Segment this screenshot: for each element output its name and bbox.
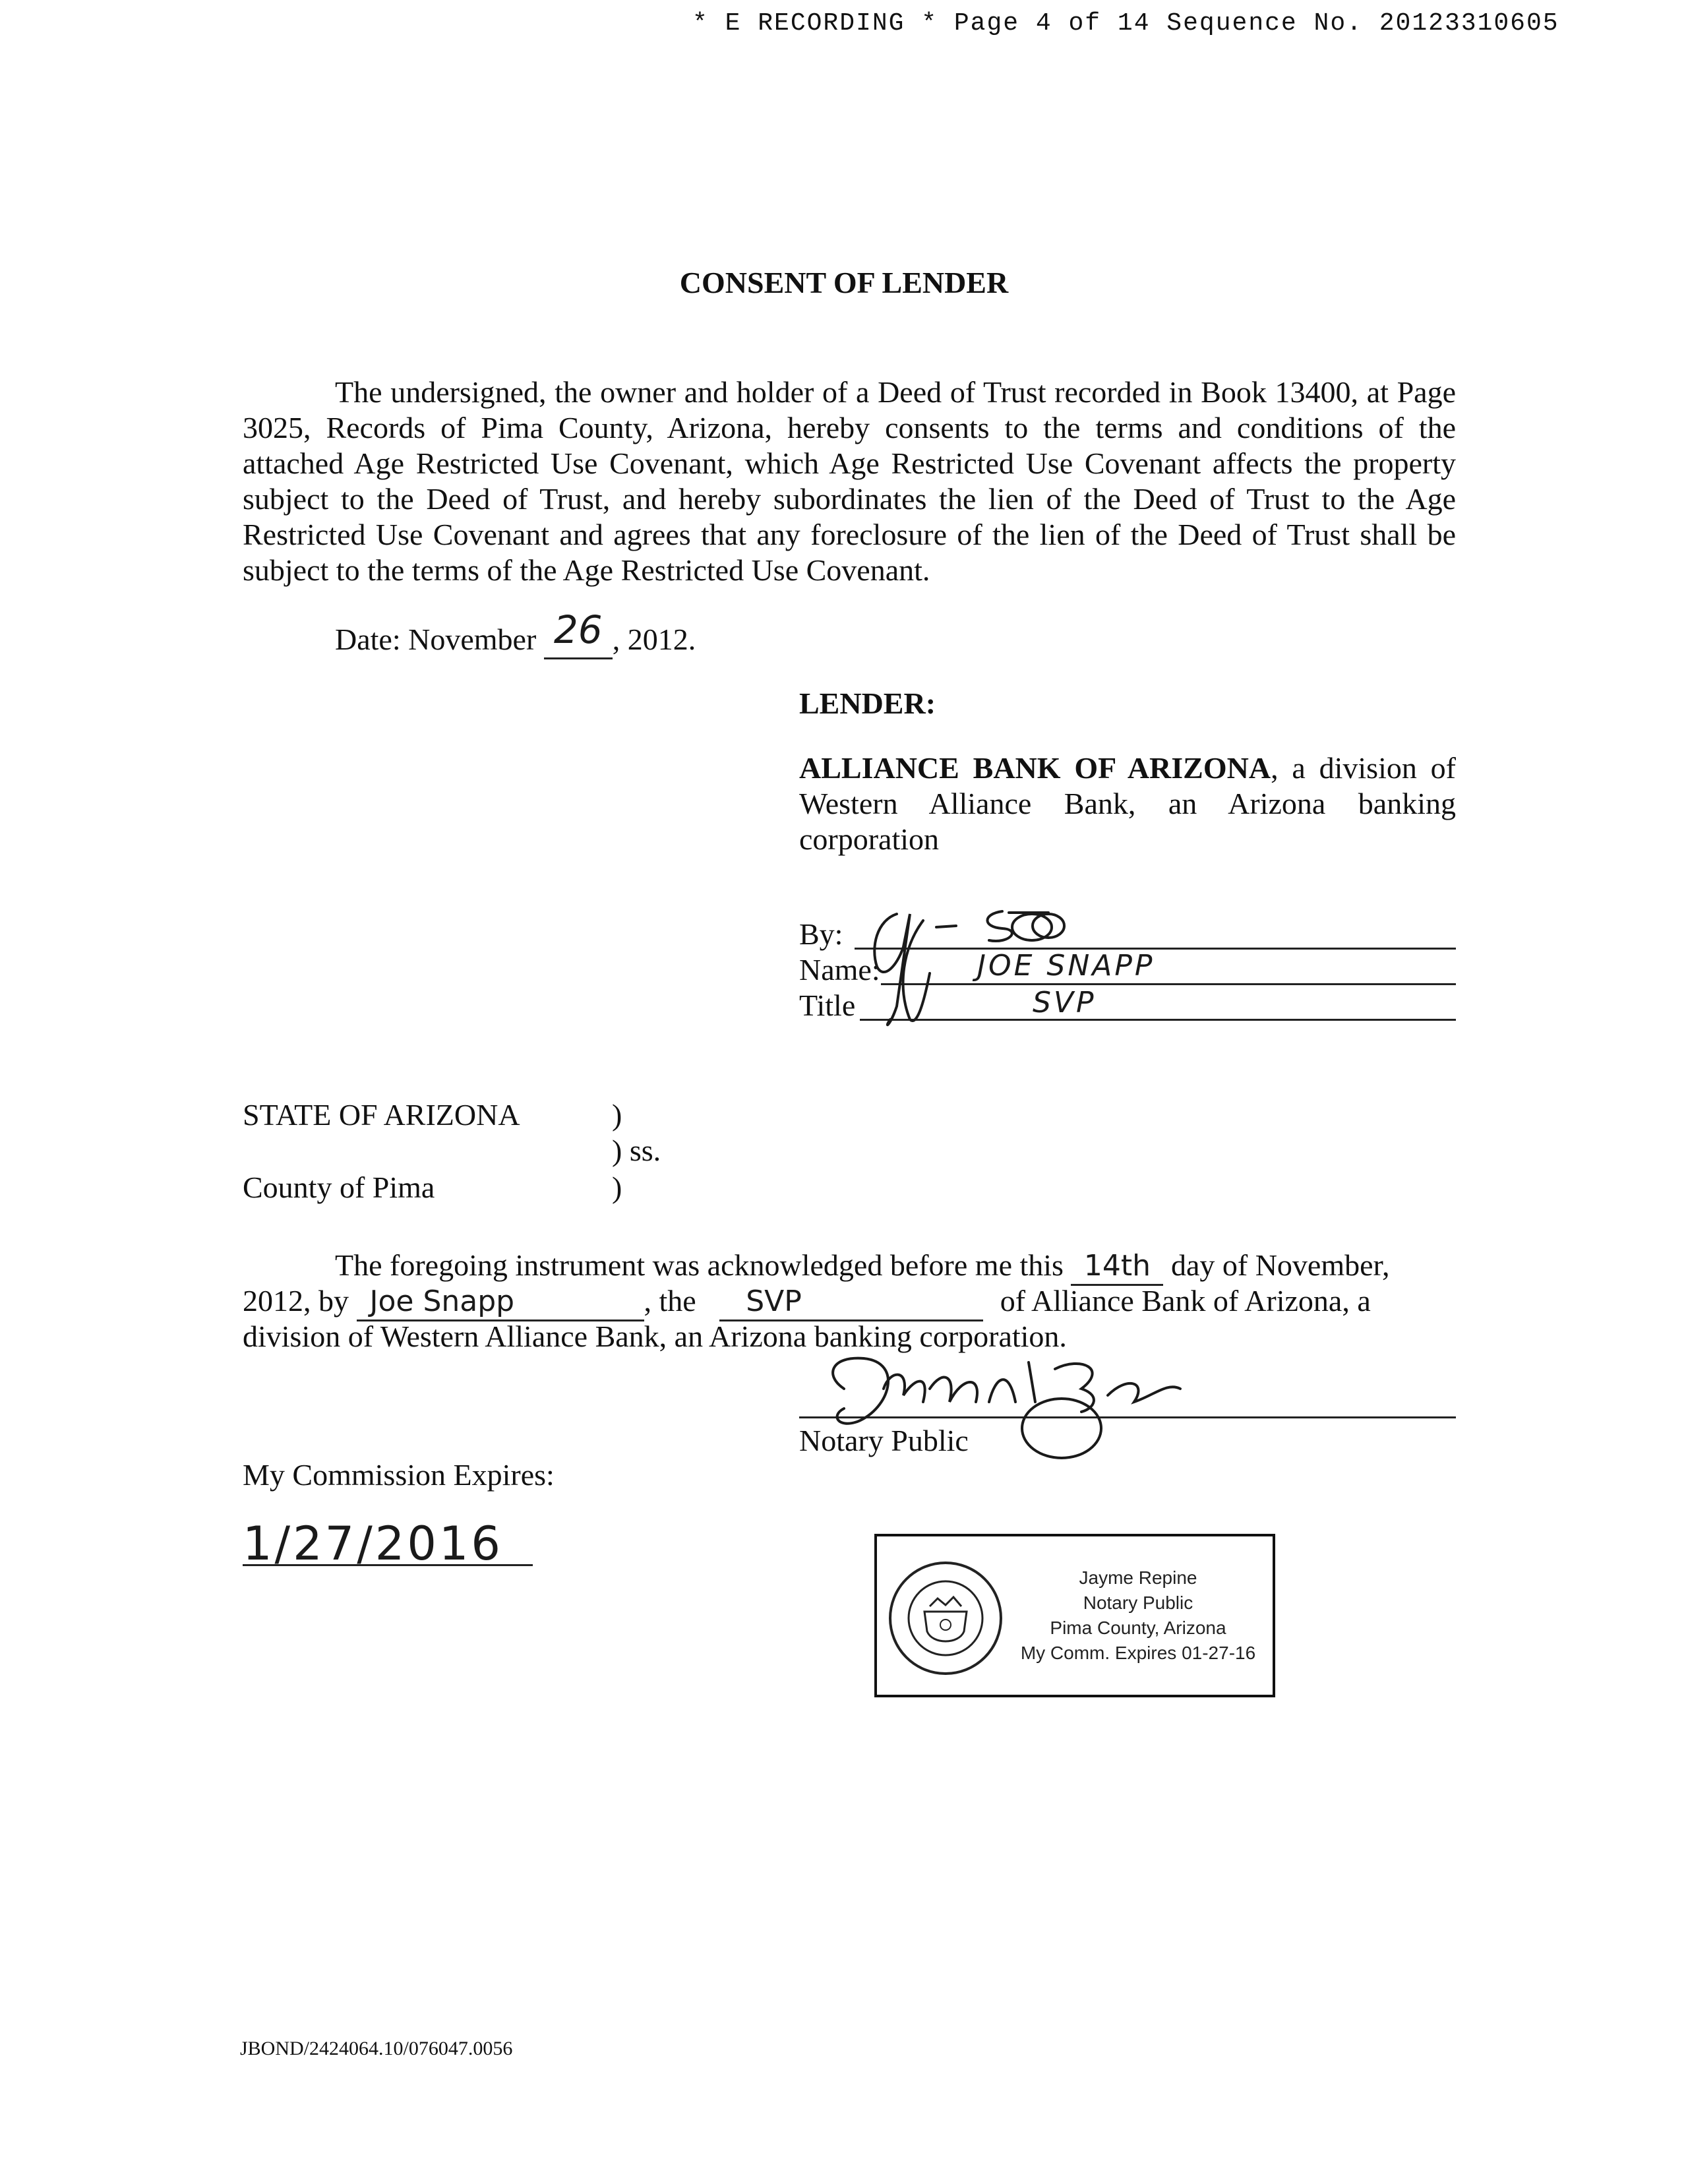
venue-county: County of Pima [243, 1170, 435, 1204]
document-title: CONSENT OF LENDER [679, 266, 1009, 299]
ack-line-1 [243, 1248, 1456, 1283]
title-label: Title [799, 988, 856, 1022]
date-row [335, 607, 696, 659]
ack-by-handwritten: Joe Snapp [369, 1285, 515, 1318]
lender-bank-block [799, 750, 1456, 857]
notary-label: Notary Public [799, 1424, 969, 1457]
ack-the-word: , the [644, 1284, 696, 1318]
venue-paren-3: ) [612, 1170, 622, 1204]
ack-line2-suffix: of Alliance Bank of Arizona, a [1000, 1284, 1371, 1318]
arizona-seal-icon [886, 1559, 1005, 1678]
ack-line-3: division of Western Alliance Bank, an Arizona banking corporation. [243, 1320, 1067, 1353]
commission-handwritten: 1/27/2016 [243, 1517, 503, 1571]
stamp-name: Jayme Repine [1079, 1567, 1197, 1588]
stamp-text [1006, 1565, 1270, 1666]
ack-by-blank [357, 1283, 644, 1321]
bank-description: , a division of Western Alliance Bank, an Arizona banking corporation [799, 751, 1456, 856]
ack-title-handwritten: SVP [746, 1285, 802, 1318]
lender-label: LENDER: [799, 686, 936, 720]
recording-header: * E RECORDING * Page 4 of 14 Sequence No. 20123310605 [692, 9, 1559, 38]
ack-title-blank [719, 1283, 983, 1321]
title-handwritten: SVP [1033, 986, 1097, 1019]
stamp-title: Notary Public [1083, 1592, 1193, 1613]
date-suffix: , 2012. [612, 622, 696, 656]
stamp-county: Pima County, Arizona [1050, 1618, 1226, 1638]
date-day-handwritten: 26 [553, 607, 603, 652]
stamp-expires: My Comm. Expires 01-27-16 [1020, 1643, 1256, 1663]
consent-paragraph: The undersigned, the owner and holder of a Deed of Trust recorded in Book 13400, at Page 3025, Records of Pima County, Arizona, hereby consents to the terms and conditions of the attached Age Restricted Use Covenant, which Age Restricted Use Covenant affects the property subject to the Deed of Trust, and hereby subordinates the lien of the Deed of Trust to the Age Restricted Use Covenant and agrees that any foreclosure of the lien of the Deed of Trust shall be subject to the terms of the Age Restricted Use Covenant. [243, 375, 1456, 587]
notary-signature [818, 1349, 1187, 1474]
name-label: Name: [799, 953, 880, 986]
date-day-blank [544, 607, 613, 659]
commission-label: My Commission Expires: [243, 1458, 555, 1492]
notary-stamp [874, 1534, 1275, 1697]
ack-line-2 [243, 1283, 1456, 1319]
ack-line1-prefix: The foregoing instrument was acknowledged before me this [335, 1248, 1064, 1282]
name-handwritten: JOE SNAPP [977, 949, 1155, 983]
file-code-footer: JBOND/2424064.10/076047.0056 [240, 2038, 513, 2059]
acknowledgment-block [243, 1248, 1456, 1354]
by-label: By: [799, 917, 843, 951]
ack-line1-suffix: day of November, [1170, 1248, 1390, 1282]
bank-name: ALLIANCE BANK OF ARIZONA [799, 751, 1271, 785]
date-prefix: Date: November [335, 622, 537, 656]
lender-signature [851, 907, 1154, 1039]
ack-line2-prefix: 2012, by [243, 1284, 349, 1318]
venue-state: STATE OF ARIZONA [243, 1098, 520, 1132]
venue-paren-1: ) [612, 1098, 622, 1132]
venue-paren-ss: ) ss. [612, 1134, 661, 1167]
ack-day-blank [1071, 1248, 1163, 1286]
ack-day-handwritten: 14th [1083, 1249, 1151, 1283]
